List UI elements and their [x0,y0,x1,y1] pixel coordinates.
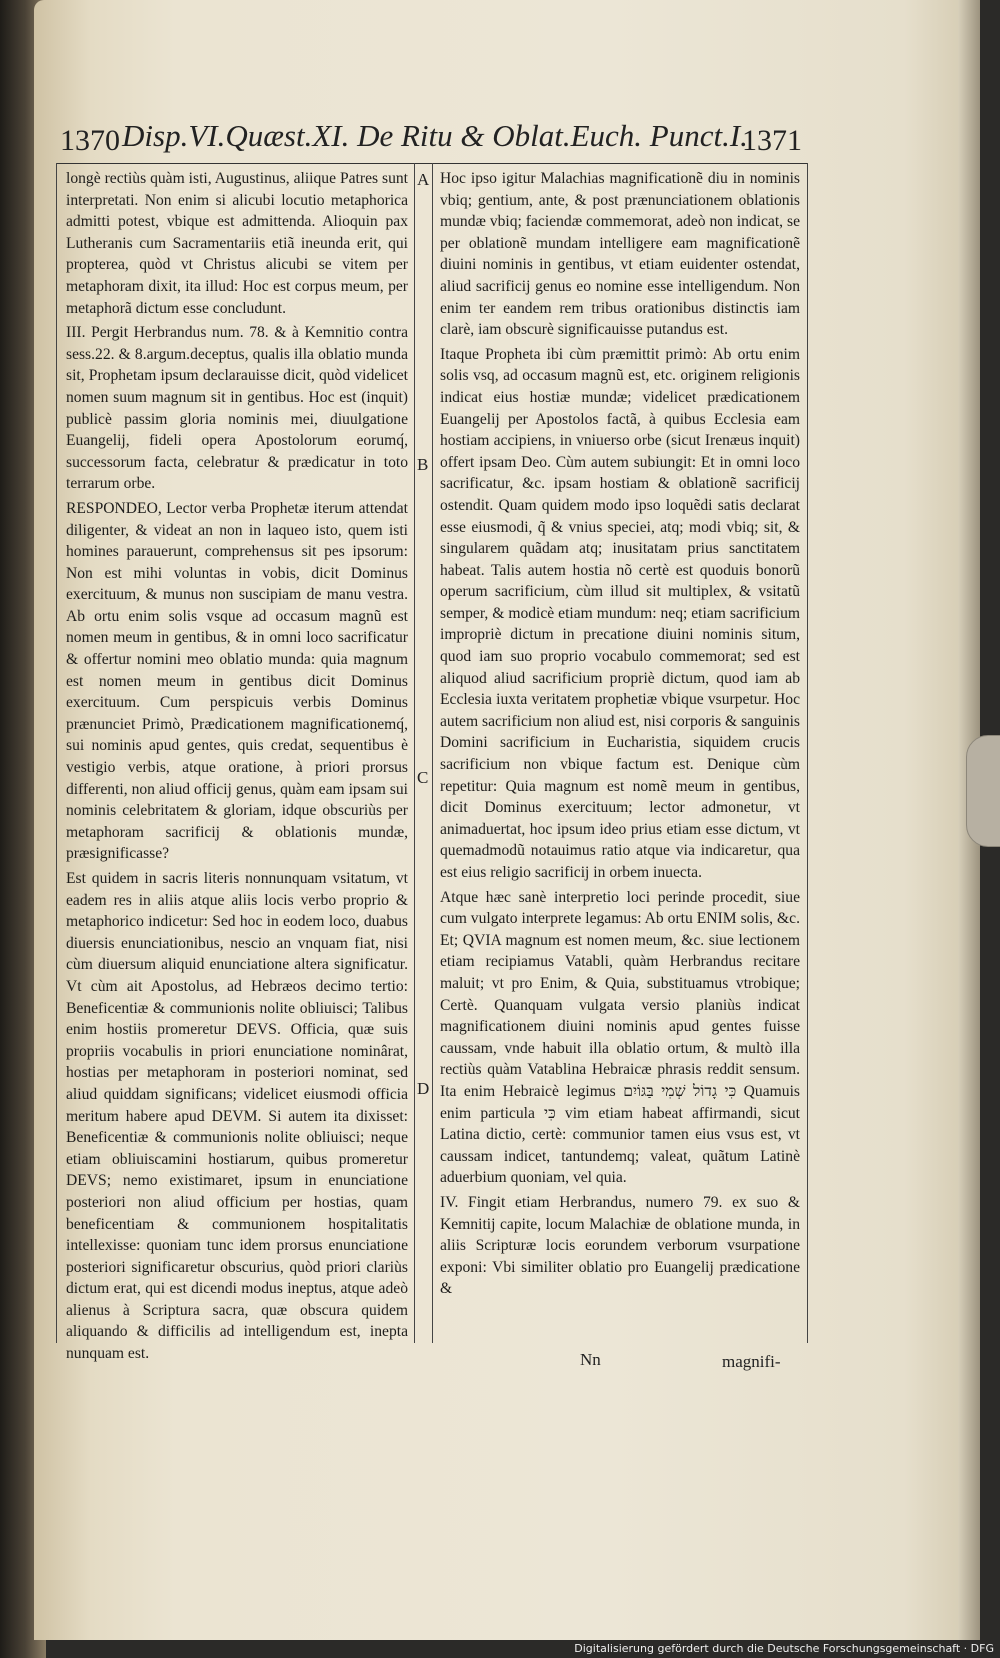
right-paragraph-4: IV. Fingit etiam Herbrandus, numero 79. ex suo & Kemnitij capite, locum Malachiæ de oblatione munda, in aliis Scripturæ locis eorundem verborum vsurpatione exponi: Vbi similiter oblatio pro Euangelij prædicatione & [440,1193,800,1298]
column-rule-right [807,163,808,1343]
page-clip-tab [966,735,1000,847]
left-paragraph-3: RESPONDEO, Lector verba Prophetæ iterum attendat diligenter, & videat an non in laqueo isto, quem isti homines parauerunt, comprehensus sit pes ipsorum: Non est mihi voluntas in vobis, dicit Dominus exercituum, & munus non suscipiam de manu vestra. Ab ortu enim solis vsque ad occasum magnũ est nomen meum in gentibus, & in omni loco sacrificatur & offertur nomini meo oblatio munda: quia magnum est nomen meum in gentibus dicit Dominus exercituum. Cum perspicuis verbis Dominus prænunciet Primò, Prædicationem magnificationemq́, sui nominis apud gentes, quis credat, sequentibus è vestigio verbis, atque oratione, à priori prorsus differenti, non aliud officij genus, quàm eam ipsam sui nominis celebritatem & gloriam, idque obscuriùs per metaphoram sacrificij & oblationis mundæ, præsignificasse? [66,499,408,863]
running-head-title: Disp.VI.Quæst.XI. De Ritu & Oblat.Euch. Punct.I. [122,118,748,153]
margin-letter-c: C [417,768,429,787]
right-paragraph-2: Itaque Propheta ibi cùm præmittit primò: Ab ortu enim solis vsq, ad occasum magnũ est, etc. originem religionis indicat eius hostiæ mundæ; videlicet prædicationem Euangelij per Apostolos factã, à quibus Ecclesia eam hostiam accipiens, in vniuerso orbe (sicut Irenæus inquit) offert ipsam Deo. Cùm autem subiungit: Et in omni loco sacrificatur, &c. ipsam hostiam & oblationẽ sacrificij ostendit. Quam quidem modo ipso loquẽdi satis declarat esse eiusmodi, q̃ & vnius speciei, atq; modi vbiq; sit, & singularem quãdam atq; inusitatam prius sanctitatem habeat. Talis autem hostia nõ certè est quoduis bonorũ operum sacrificium, cùm illud sit multiplex, & vsitatũ semper, & modicè etiam mundum: neq; etiam sacrificium impropriè dictum in precatione diuini nominis situm, quod iam suo proprio vocabulo commemorat; sed est aliquod aliud sacrificium propriè dictum, quod iam ab Ecclesia iuxta veritatem prophetiæ vbique vsurpetur. Hoc autem sacrificium non aliud est, nisi corporis & sanguinis Domini sacrificium in Eucharistia, siquidem crucis sacrificium non vbique factum est. Denique cùm repetitur: Quia magnum est nomẽ meum in gentibus, dicit Dominus exercituum; lector admonetur, vt animaduertat, hoc ipsum ideo prius etiam esse dictum, vt quemadmodũ notauimus ratio atque via indicaretur, qua est eius religio sacrificij in orbem inuecta. [440,345,800,881]
margin-letter-b: B [417,455,429,474]
catchword: magnifi- [722,1352,781,1371]
right-paragraph-3: Atque hæc sanè interpretio loci perinde procedit, siue cum vulgato interprete legamus: Ab ortu ENIM solis, &c. Et; QVIA magnum est nomen meum, &c. siue lectionem etiam recipiamus Vatabli, quàm Herbrandus recitare maluit; vt pro Enim, & Quia, substituamus vtrobique; Certè. Quanquam vulgata versio planiùs indicat magnificationem diuini nominis apud gentes fuisse caussam, vnde habuit illa oblatio ortum, & multò illa rectiùs quàm Vatablina Hebraicæ phrasis reddit sensum. Ita enim Hebraicè legimus כִּי גָדוֹל שְׁמִי בַּגּוֹיִם Quamuis enim particula כִּי vim etiam habeat affirmandi, sicut Latina dictio, certè: communior tamen eius vsus est, vt caussam indicet, tantundemq; valeat, quãtum Latinè aduerbium quoniam, vel quia. [440,888,800,1187]
margin-letter-d: D [417,1079,430,1098]
digitization-credit: Digitalisierung gefördert durch die Deutsche Forschungsgemeinschaft · DFG [574,1642,994,1655]
column-rule-center-left [414,163,415,1343]
right-column [440,168,800,1303]
margin-letter-a: A [417,170,430,189]
left-paragraph-4: Est quidem in sacris literis nonnunquam vsitatum, vt eadem res in aliis atque aliis locis verbo proprio & metaphorico indicetur: Sed hoc in eodem loco, duabus diuersis enunciationibus, nescio an vnquam fiat, nisi cùm diuersum aliquid enunciatione altera significatur. Vt cùm ait Apostolus, ad Hebræos decimo tertio: Beneficentiæ & communionis nolite obliuisci; Talibus enim hostiis promeretur DEVS. Officia, quæ suis propriis vocabulis in priori enunciatione nominârat, hostias per metaphoram in posteriori nominat, sed aliud quiddam significans; videlicet eiusmodi officia meritum habere apud DEVM. Si autem ita dixisset: Beneficentiæ & communionis nolite obliuisci; neque etiam obliuiscamini hostiarum, quibus promeretur DEVS; nemo existimaret, ipsum in enunciatione posteriori non aliud officium per hostias, quam beneficentiam & communionem hospitalitatis intellexisse: quoniam tunc idem prorsus enunciatione posteriori significaretur obscurius, quòd priori clariùs dictum erat, qui est dicendi modus ineptus, atque adeò alienus à Scriptura sacra, quæ obscura quidem aliquando & difficilis ad intelligendum est, inepta nunquam est. [66,870,408,1363]
page-number-right: 1371 [742,124,802,157]
right-paragraph-1: Hoc ipso igitur Malachias magnificationẽ diu in nominis vbiq; gentium, ante, & post prænunciationem oblationis mundæ vbiq; faciendæ commemorat, adeò non indicat, se per oblationẽ mundam intelligere eam magnificationẽ diuini nominis in gentibus, vt etiam euidenter ostendat, aliud sacrificij genus eo nomine esse intelligendum. Non enim ter eandem rem tribus orationibus distinctis iam clarè, iam obscurè significauisse putandus est. [440,170,800,339]
page-number-left: 1370 [60,124,120,157]
left-paragraph-1: longè rectiùs quàm isti, Augustinus, aliique Patres sunt interpretati. Non enim si alicubi locutio metaphorica admitti potest, vbique est admittenda. Alioquin pax Lutheranis cum Sacramentariis etiã ineunda erit, qui propterea, quòd vt Christus alicubi se vitem per metaphoram dixit, ita illud: Hoc est corpus meum, per metaphorã dictum esse concludunt. [66,170,408,317]
signature-mark: Nn [580,1350,601,1369]
left-column [66,168,408,1368]
column-rule-center-right [432,163,433,1343]
column-rule-left [56,163,57,1343]
left-paragraph-2: III. Pergit Herbrandus num. 78. & à Kemnitio contra sess.22. & 8.argum.deceptus, qualis illa oblatio munda sit, Prophetam ipsum declarauisse dicit, quòd videlicet nomen suum magnum sit in gentibus. Hoc est (inquit) publicè passim gloria nominis mei, diuulgatione Euangelij, fideli opera Apostolorum eorumq́, successorum facta, celebratur & prædicatur in toto terrarum orbe. [66,324,408,493]
